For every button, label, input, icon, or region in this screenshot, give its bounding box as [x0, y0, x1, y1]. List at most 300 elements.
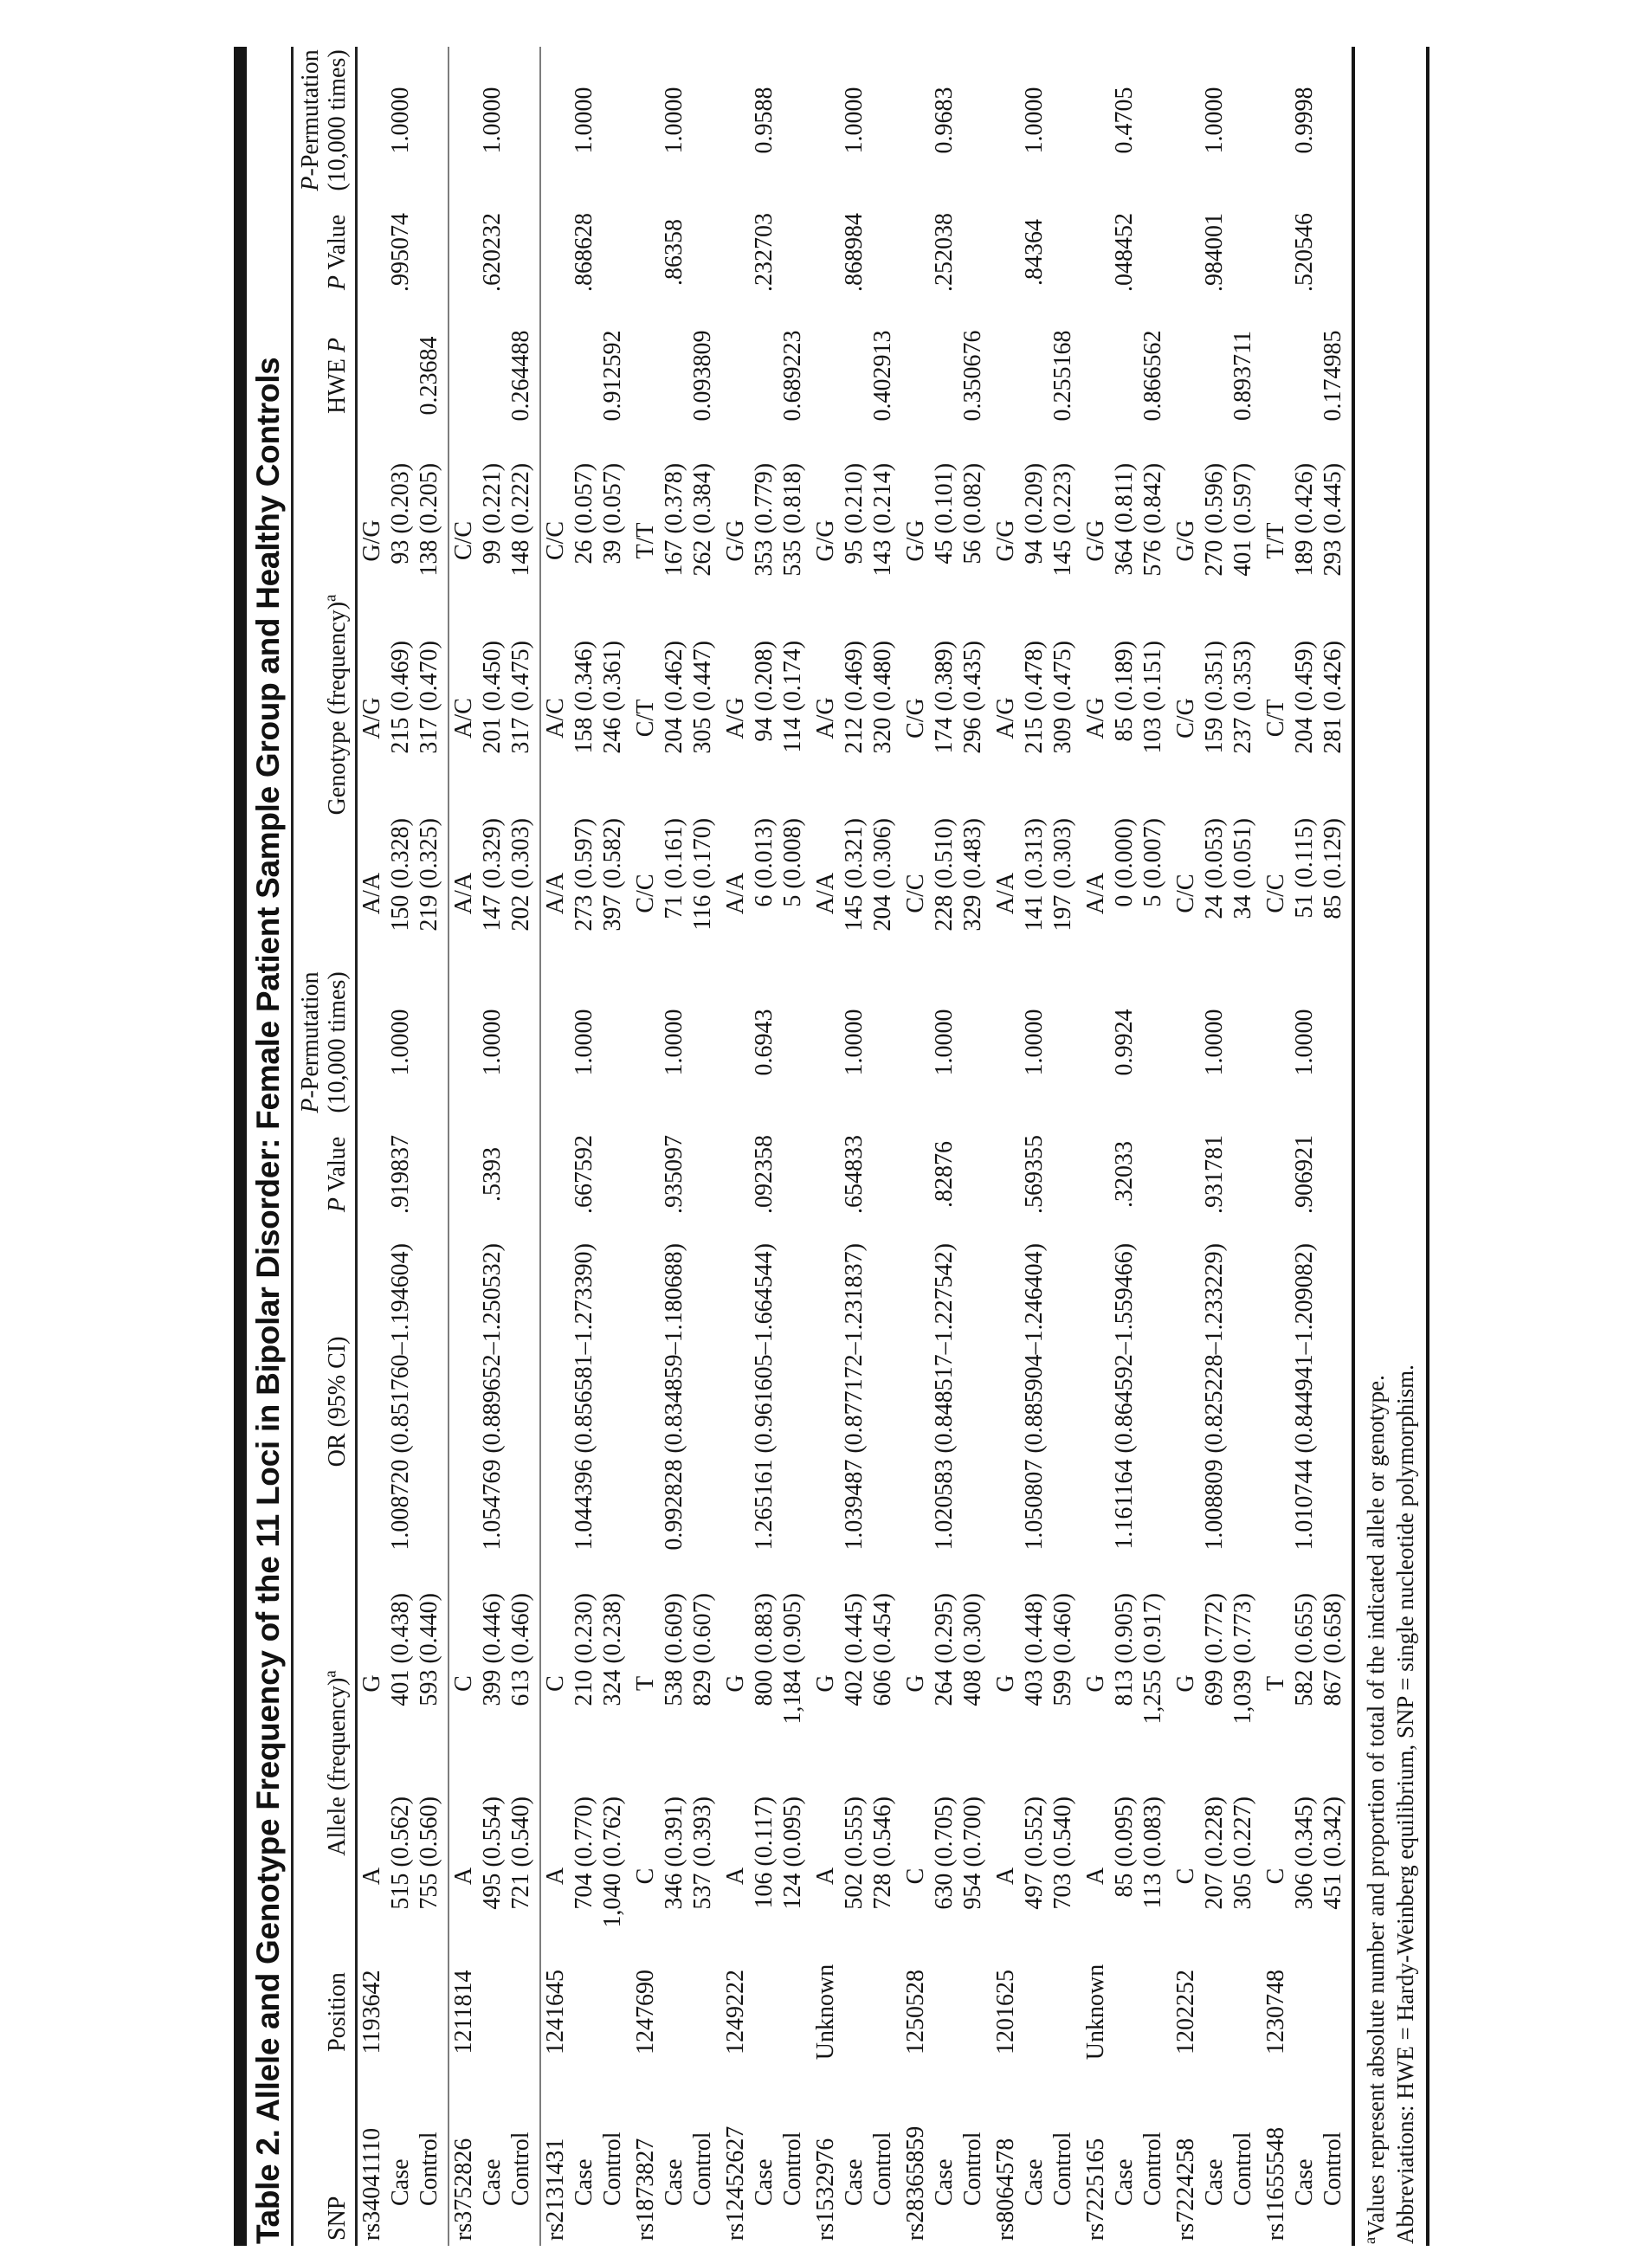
control-genotype3-value: 576 (0.842): [1139, 462, 1166, 577]
empty-cell: [660, 311, 688, 441]
empty-cell: [1171, 47, 1200, 194]
header-genotype-text: Genotype (frequency): [324, 601, 351, 816]
empty-cell: [688, 1116, 721, 1233]
case-genotype1-value: 145 (0.321): [841, 817, 868, 932]
empty-cell: [386, 1956, 415, 2068]
empty-cell: [1110, 311, 1139, 441]
case-genotype-p-value: .84364: [1021, 218, 1048, 286]
empty-cell: [415, 1116, 448, 1233]
case-genotype-p-permutation: 1.0000: [661, 87, 687, 154]
snp-row: [1081, 47, 1110, 2246]
snp-position: 1201625: [992, 1970, 1019, 2054]
empty-cell: [930, 1956, 958, 2068]
control-genotype2-value: 237 (0.353): [1229, 640, 1256, 754]
case-genotype2-value: 201 (0.450): [479, 640, 506, 754]
empty-cell: [958, 194, 991, 311]
allele1-letter: C: [632, 1867, 659, 1885]
control-row: [1229, 47, 1262, 2246]
control-allele1-value: 755 (0.560): [416, 1796, 442, 1910]
allele1-letter: A: [542, 1867, 569, 1886]
empty-cell: [598, 1233, 631, 1571]
allele2-letter: T: [1262, 1675, 1289, 1692]
empty-cell: [1049, 194, 1081, 311]
control-genotype2-value: 309 (0.475): [1049, 640, 1076, 754]
control-label: Control: [1139, 2132, 1166, 2206]
control-genotype1-value: 116 (0.170): [689, 817, 716, 931]
case-genotype2-value: 159 (0.351): [1201, 640, 1228, 754]
empty-cell: [811, 1233, 840, 1571]
header-hwe-p: [294, 311, 357, 441]
empty-cell: [1081, 311, 1110, 441]
control-genotype1-value: 219 (0.325): [416, 817, 442, 932]
control-label: Control: [599, 2132, 626, 2206]
empty-cell: [958, 1233, 991, 1571]
empty-cell: [721, 47, 750, 194]
empty-cell: [1171, 1116, 1200, 1233]
allele2-letter: C: [542, 1675, 569, 1692]
footnote-marker-a: a: [1361, 2236, 1378, 2244]
case-genotype-p-value: .520546: [1291, 212, 1318, 292]
empty-cell: [570, 311, 598, 441]
header-p-value-text: Value: [324, 214, 351, 276]
genotype2-letter: A/G: [1082, 697, 1109, 739]
control-allele2-value: 324 (0.238): [599, 1592, 626, 1706]
case-label: Case: [479, 2158, 506, 2206]
case-genotype3-value: 364 (0.811): [1111, 462, 1138, 576]
empty-cell: [448, 194, 478, 311]
control-genotype2-value: 320 (0.480): [869, 640, 896, 754]
empty-cell: [1049, 1956, 1081, 2068]
allele2-letter: G: [358, 1674, 385, 1693]
case-label: Case: [841, 2158, 868, 2206]
empty-cell: [540, 47, 570, 194]
case-allele2-value: 699 (0.772): [1201, 1592, 1228, 1706]
empty-cell: [631, 311, 660, 441]
empty-cell: [868, 1116, 901, 1233]
case-genotype1-value: 228 (0.510): [931, 817, 958, 932]
empty-cell: [1229, 1116, 1262, 1233]
control-label: Control: [1229, 2132, 1256, 2206]
control-genotype1-value: 85 (0.129): [1320, 817, 1346, 919]
empty-cell: [631, 194, 660, 311]
case-p-permutation: 1.0000: [479, 1009, 506, 1076]
control-genotype3-value: 138 (0.205): [416, 462, 442, 577]
genotype1-letter: C/C: [632, 874, 659, 913]
hwe-p-value: 0.264488: [507, 330, 534, 422]
empty-cell: [721, 311, 750, 441]
case-allele1-value: 207 (0.228): [1201, 1796, 1228, 1910]
empty-cell: [598, 1116, 631, 1233]
control-allele2-value: 867 (0.658): [1320, 1592, 1346, 1706]
empty-cell: [1229, 1233, 1262, 1571]
empty-cell: [991, 311, 1020, 441]
empty-cell: [991, 1116, 1020, 1233]
case-allele2-value: 403 (0.448): [1021, 1592, 1048, 1706]
empty-cell: [868, 969, 901, 1116]
header-allele-frequency: [294, 1571, 357, 1956]
control-allele1-value: 728 (0.546): [869, 1796, 896, 1910]
empty-cell: [1081, 47, 1110, 194]
control-genotype3-value: 293 (0.445): [1320, 462, 1346, 577]
empty-cell: [1081, 969, 1110, 1116]
snp-row: [991, 47, 1020, 2246]
genotype2-letter: A/G: [992, 697, 1019, 739]
empty-cell: [991, 194, 1020, 311]
genotype2-letter: A/C: [450, 698, 477, 739]
case-genotype1-value: 6 (0.013): [751, 817, 778, 907]
control-allele1-value: 113 (0.083): [1139, 1796, 1166, 1909]
empty-cell: [386, 311, 415, 441]
header-p-permutation-text: -Permutation: [297, 971, 324, 1099]
empty-cell: [448, 47, 478, 194]
case-genotype3-value: 45 (0.101): [931, 462, 958, 564]
header-p-permutation-text: -Permutation: [297, 49, 324, 177]
empty-cell: [930, 311, 958, 441]
empty-cell: [1020, 1956, 1049, 2068]
snp-block: [448, 47, 540, 2246]
case-or-ci-value: 1.039487 (0.877172–1.231837): [841, 1242, 868, 1551]
empty-cell: [507, 969, 540, 1116]
genotype2-letter: A/C: [542, 698, 569, 739]
case-genotype1-value: 147 (0.329): [479, 817, 506, 932]
genotype2-letter: A/G: [358, 697, 385, 739]
snp-id: rs7225165: [1082, 2138, 1109, 2241]
empty-cell: [415, 1956, 448, 2068]
case-genotype-p-value: .995074: [387, 212, 414, 292]
header-position: Position: [294, 1956, 357, 2068]
case-allele1-value: 497 (0.552): [1021, 1796, 1048, 1910]
empty-cell: [778, 47, 811, 194]
control-label: Control: [959, 2132, 986, 2206]
empty-cell: [415, 47, 448, 194]
snp-position: 1247690: [632, 1970, 659, 2054]
empty-cell: [478, 1956, 507, 2068]
empty-cell: [958, 1956, 991, 2068]
case-or-ci-value: 1.054769 (0.889652–1.250532): [479, 1242, 506, 1551]
empty-cell: [750, 1956, 778, 2068]
control-row: [688, 47, 721, 2246]
control-genotype3-value: 145 (0.223): [1049, 462, 1076, 577]
control-genotype1-value: 5 (0.007): [1139, 817, 1166, 907]
table-footnotes: [1355, 47, 1429, 2246]
case-row: [386, 47, 415, 2246]
snp-id: rs12452627: [722, 2125, 749, 2241]
case-or-ci-value: 1.161164 (0.864592–1.559466): [1111, 1242, 1138, 1550]
snp-position: 1202252: [1172, 1970, 1199, 2054]
control-genotype2-value: 281 (0.426): [1320, 640, 1346, 754]
case-p-value: .919837: [387, 1134, 414, 1214]
header-p-permutation-allele: [294, 969, 357, 1116]
case-allele2-value: 538 (0.609): [661, 1592, 687, 1706]
allele2-letter: G: [722, 1674, 749, 1693]
empty-cell: [540, 969, 570, 1116]
snp-row: [811, 47, 840, 2246]
case-allele1-value: 106 (0.117): [751, 1796, 778, 1909]
empty-cell: [540, 311, 570, 441]
case-allele2-value: 401 (0.438): [387, 1592, 414, 1706]
empty-cell: [688, 194, 721, 311]
genotype3-letter: G/G: [992, 519, 1019, 562]
genotype3-letter: T/T: [1262, 522, 1289, 559]
empty-cell: [1229, 47, 1262, 194]
case-label: Case: [1111, 2158, 1138, 2206]
empty-cell: [1200, 1956, 1229, 2068]
snp-block: [811, 47, 901, 2246]
footnote-abbreviations: Abbreviations: HWE = Hardy-Weinberg equilibrium, SNP = single nucleotide polymorphism.: [1392, 1364, 1418, 2244]
genotype2-letter: A/G: [812, 697, 839, 739]
case-label: Case: [751, 2158, 778, 2206]
snp-id: rs1873827: [632, 2138, 659, 2241]
case-genotype2-value: 204 (0.462): [661, 640, 687, 754]
control-label: Control: [779, 2132, 806, 2206]
case-genotype2-value: 215 (0.478): [1021, 640, 1048, 754]
case-p-permutation: 1.0000: [1291, 1009, 1318, 1076]
empty-cell: [415, 1233, 448, 1571]
control-label: Control: [1049, 2132, 1076, 2206]
empty-cell: [958, 47, 991, 194]
snp-id: rs1532976: [812, 2138, 839, 2241]
case-genotype-p-permutation: 1.0000: [841, 87, 868, 154]
footnote-a: [1361, 47, 1391, 2246]
empty-cell: [507, 1116, 540, 1233]
case-genotype-p-value: .868984: [841, 212, 868, 292]
case-genotype3-value: 270 (0.596): [1201, 462, 1228, 577]
case-p-value: .32033: [1111, 1140, 1138, 1208]
empty-cell: [1319, 1956, 1353, 2068]
case-label: Case: [931, 2158, 958, 2206]
allele2-letter: G: [812, 1674, 839, 1693]
empty-cell: [811, 969, 840, 1116]
case-genotype-p-permutation: 1.0000: [387, 87, 414, 154]
empty-cell: [811, 194, 840, 311]
case-genotype3-value: 167 (0.378): [661, 462, 687, 577]
control-genotype1-value: 329 (0.483): [959, 817, 986, 932]
empty-cell: [721, 194, 750, 311]
empty-cell: [1139, 194, 1171, 311]
case-label: Case: [571, 2158, 597, 2206]
control-allele2-value: 606 (0.454): [869, 1592, 896, 1706]
case-p-permutation: 1.0000: [571, 1009, 597, 1076]
case-allele1-value: 306 (0.345): [1291, 1796, 1318, 1910]
empty-cell: [901, 47, 930, 194]
empty-cell: [357, 194, 387, 311]
case-allele1-value: 515 (0.562): [387, 1796, 414, 1910]
control-allele1-value: 703 (0.540): [1049, 1796, 1076, 1910]
snp-row: [901, 47, 930, 2246]
case-genotype3-value: 99 (0.221): [479, 462, 506, 564]
snp-id: rs34041110: [358, 2127, 385, 2241]
empty-cell: [1171, 1233, 1200, 1571]
empty-cell: [901, 194, 930, 311]
empty-cell: [958, 1116, 991, 1233]
header-or-ci: OR (95% CI): [294, 1233, 357, 1571]
table-header-row: [294, 47, 357, 2246]
control-allele1-value: 1,040 (0.762): [599, 1796, 626, 1928]
empty-cell: [357, 47, 387, 194]
control-allele1-value: 451 (0.342): [1320, 1796, 1346, 1910]
snp-id: rs28365859: [902, 2125, 929, 2241]
case-genotype-p-permutation: 1.0000: [571, 87, 597, 154]
control-genotype1-value: 34 (0.051): [1229, 817, 1256, 919]
control-label: Control: [507, 2132, 534, 2206]
control-genotype3-value: 148 (0.222): [507, 462, 534, 577]
snp-position: Unknown: [812, 1964, 839, 2061]
empty-cell: [1319, 194, 1353, 311]
allele2-letter: G: [1082, 1674, 1109, 1693]
case-genotype2-value: 212 (0.469): [841, 640, 868, 754]
empty-cell: [778, 194, 811, 311]
snp-position: 1230748: [1262, 1970, 1289, 2054]
empty-cell: [1049, 47, 1081, 194]
control-genotype3-value: 39 (0.057): [599, 462, 626, 564]
empty-cell: [991, 1233, 1020, 1571]
genotype1-letter: A/A: [1082, 872, 1109, 915]
snp-block: [721, 47, 811, 2246]
case-genotype-p-permutation: 0.9683: [931, 87, 958, 154]
empty-cell: [1229, 969, 1262, 1116]
case-label: Case: [1021, 2158, 1048, 2206]
control-allele2-value: 1,255 (0.917): [1139, 1592, 1166, 1725]
case-p-permutation: 1.0000: [1201, 1009, 1228, 1076]
control-genotype2-value: 317 (0.470): [416, 640, 442, 754]
control-allele1-value: 124 (0.095): [779, 1796, 806, 1910]
genotype1-letter: A/A: [450, 872, 477, 915]
case-genotype-p-value: .048452: [1111, 212, 1138, 292]
empty-cell: [778, 1956, 811, 2068]
snp-position: Unknown: [1082, 1964, 1109, 2061]
snp-row: [721, 47, 750, 2246]
genotype2-letter: C/G: [902, 698, 929, 739]
empty-cell: [688, 1233, 721, 1571]
empty-cell: [688, 969, 721, 1116]
empty-cell: [868, 194, 901, 311]
empty-cell: [1262, 311, 1290, 441]
case-row: [1020, 47, 1049, 2246]
empty-cell: [1139, 1233, 1171, 1571]
control-row: [1049, 47, 1081, 2246]
allele1-letter: A: [812, 1867, 839, 1886]
snp-position: 1250528: [902, 1970, 929, 2054]
genotype1-letter: A/A: [542, 872, 569, 915]
control-row: [507, 47, 540, 2246]
empty-cell: [1319, 1116, 1353, 1233]
header-genotype-frequency: [294, 441, 357, 969]
empty-cell: [415, 194, 448, 311]
table-top-rule: [234, 47, 247, 2246]
case-p-permutation: 1.0000: [931, 1009, 958, 1076]
empty-cell: [1049, 1233, 1081, 1571]
snp-block: [357, 47, 449, 2246]
case-label: Case: [1201, 2158, 1228, 2206]
empty-cell: [631, 1116, 660, 1233]
case-or-ci-value: 1.265161 (0.961605–1.664544): [751, 1242, 778, 1551]
empty-cell: [721, 969, 750, 1116]
case-p-value: .654833: [841, 1134, 868, 1214]
control-genotype1-value: 204 (0.306): [869, 817, 896, 932]
control-row: [598, 47, 631, 2246]
case-p-permutation: 0.9924: [1111, 1009, 1138, 1076]
case-p-permutation: 1.0000: [387, 1009, 414, 1076]
empty-cell: [991, 969, 1020, 1116]
case-p-value: .82876: [931, 1140, 958, 1208]
case-allele2-value: 210 (0.230): [571, 1592, 597, 1706]
case-genotype2-value: 215 (0.469): [387, 640, 414, 754]
hwe-p-value: 0.866562: [1139, 330, 1166, 422]
empty-cell: [598, 969, 631, 1116]
empty-cell: [598, 1956, 631, 2068]
snp-block: [1081, 47, 1171, 2246]
control-row: [415, 47, 448, 2246]
allele2-letter: G: [902, 1674, 929, 1693]
snp-block: [991, 47, 1081, 2246]
case-allele1-value: 502 (0.555): [841, 1796, 868, 1910]
case-genotype2-value: 158 (0.346): [571, 640, 597, 754]
genotype3-letter: C/C: [450, 520, 477, 561]
empty-cell: [901, 1116, 930, 1233]
case-genotype3-value: 94 (0.209): [1021, 462, 1048, 564]
rotated-table-container: [234, 47, 1652, 2246]
empty-cell: [1262, 969, 1290, 1116]
case-label: Case: [1291, 2158, 1318, 2206]
hwe-p-value: 0.093809: [689, 330, 716, 422]
snp-row: [448, 47, 478, 2246]
control-row: [1319, 47, 1353, 2246]
empty-cell: [540, 194, 570, 311]
empty-cell: [1290, 311, 1319, 441]
control-genotype3-value: 143 (0.214): [869, 462, 896, 577]
empty-cell: [507, 1956, 540, 2068]
genotype1-letter: C/C: [1172, 874, 1199, 913]
empty-cell: [1171, 194, 1200, 311]
empty-cell: [570, 1956, 598, 2068]
case-or-ci-value: 1.010744 (0.844941–1.209082): [1291, 1242, 1318, 1551]
genotype1-letter: C/C: [902, 874, 929, 913]
empty-cell: [1081, 1116, 1110, 1233]
empty-cell: [1139, 1956, 1171, 2068]
case-row: [660, 47, 688, 2246]
control-allele1-value: 954 (0.700): [959, 1796, 986, 1910]
case-p-value: .935097: [661, 1134, 687, 1214]
control-genotype2-value: 114 (0.174): [779, 640, 806, 753]
genotype1-letter: A/A: [992, 872, 1019, 915]
empty-cell: [598, 47, 631, 194]
case-or-ci-value: 1.008720 (0.851760–1.194604): [387, 1242, 414, 1551]
case-genotype-p-permutation: 1.0000: [479, 87, 506, 154]
case-genotype-p-permutation: 1.0000: [1201, 87, 1228, 154]
case-or-ci-value: 1.020583 (0.848517–1.227542): [931, 1242, 958, 1551]
empty-cell: [1262, 47, 1290, 194]
case-genotype3-value: 189 (0.426): [1291, 462, 1318, 577]
empty-cell: [901, 969, 930, 1116]
results-table: [294, 47, 1355, 2246]
case-genotype-p-value: .252038: [931, 212, 958, 292]
hwe-p-value: 0.174985: [1320, 330, 1346, 422]
case-genotype1-value: 51 (0.115): [1291, 817, 1318, 919]
case-or-ci-value: 1.044396 (0.856581–1.273390): [571, 1242, 597, 1551]
case-allele2-value: 264 (0.295): [931, 1592, 958, 1706]
empty-cell: [1139, 969, 1171, 1116]
genotype3-letter: G/G: [902, 519, 929, 562]
snp-row: [1171, 47, 1200, 2246]
case-or-ci-value: 1.008809 (0.825228–1.233229): [1201, 1242, 1228, 1551]
empty-cell: [448, 969, 478, 1116]
genotype1-letter: A/A: [358, 872, 385, 915]
snp-id: rs2131431: [542, 2138, 569, 2241]
snp-position: 1241645: [542, 1970, 569, 2054]
snp-block: [1262, 47, 1353, 2246]
italic-p: P: [297, 176, 324, 191]
control-allele2-value: 599 (0.460): [1049, 1592, 1076, 1706]
